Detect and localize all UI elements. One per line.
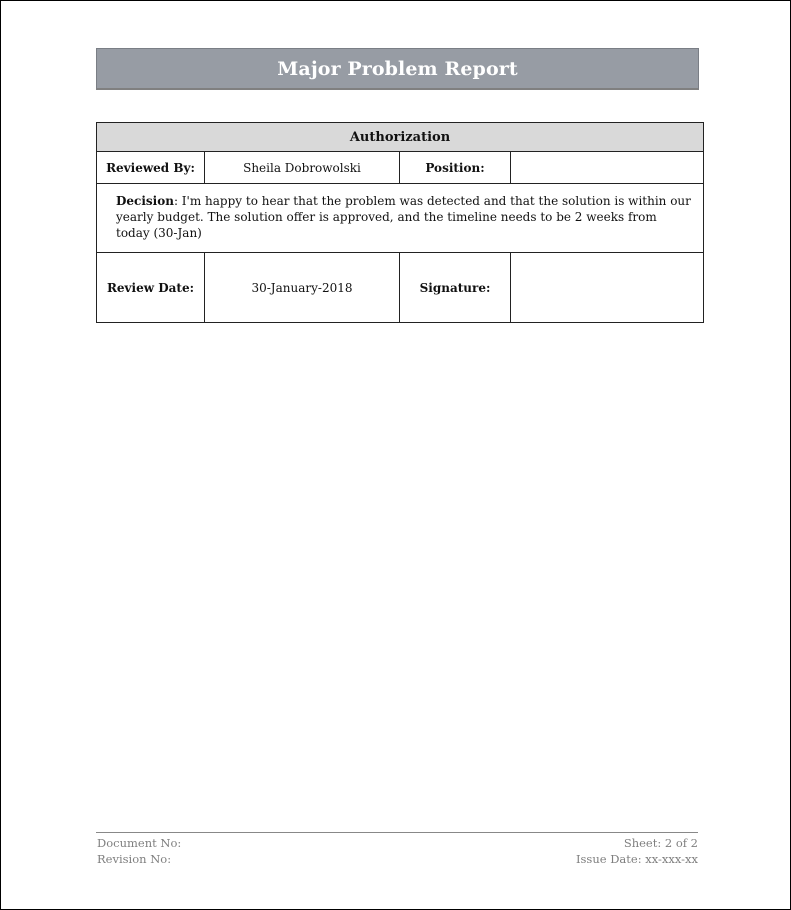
position-label: Position: [400,152,511,184]
authorization-header: Authorization [97,123,704,152]
decision-text-block [97,184,703,241]
page-footer [97,835,698,867]
decision-row [97,184,704,253]
issue-date: Issue Date: xx-xxx-xx [575,852,698,866]
review-date-value[interactable]: 30-January-2018 [205,253,400,323]
decision-label: Decision [116,194,174,208]
footer-divider [96,832,698,833]
reviewed-by-label: Reviewed By: [97,152,205,184]
decision-text: : I'm happy to hear that the problem was detected and that the solution is within our yearly budget. The solution offer is approved, and the timeline needs to be 2 weeks from today (30-Jan) [116,194,691,240]
sheet-number: Sheet: 2 of 2 [623,836,698,850]
revision-no-label: Revision No: [97,852,172,866]
reviewer-row [97,152,704,184]
position-value[interactable] [511,152,704,184]
signature-value[interactable] [511,253,704,323]
review-date-row [97,253,704,323]
authorization-table [96,122,704,323]
decision-cell[interactable] [97,184,704,253]
signature-label: Signature: [400,253,511,323]
review-date-label: Review Date: [97,253,205,323]
reviewed-by-value[interactable]: Sheila Dobrowolski [205,152,400,184]
page-title: Major Problem Report [277,57,518,80]
report-title-bar [96,48,699,90]
document-no-label: Document No: [97,836,182,850]
